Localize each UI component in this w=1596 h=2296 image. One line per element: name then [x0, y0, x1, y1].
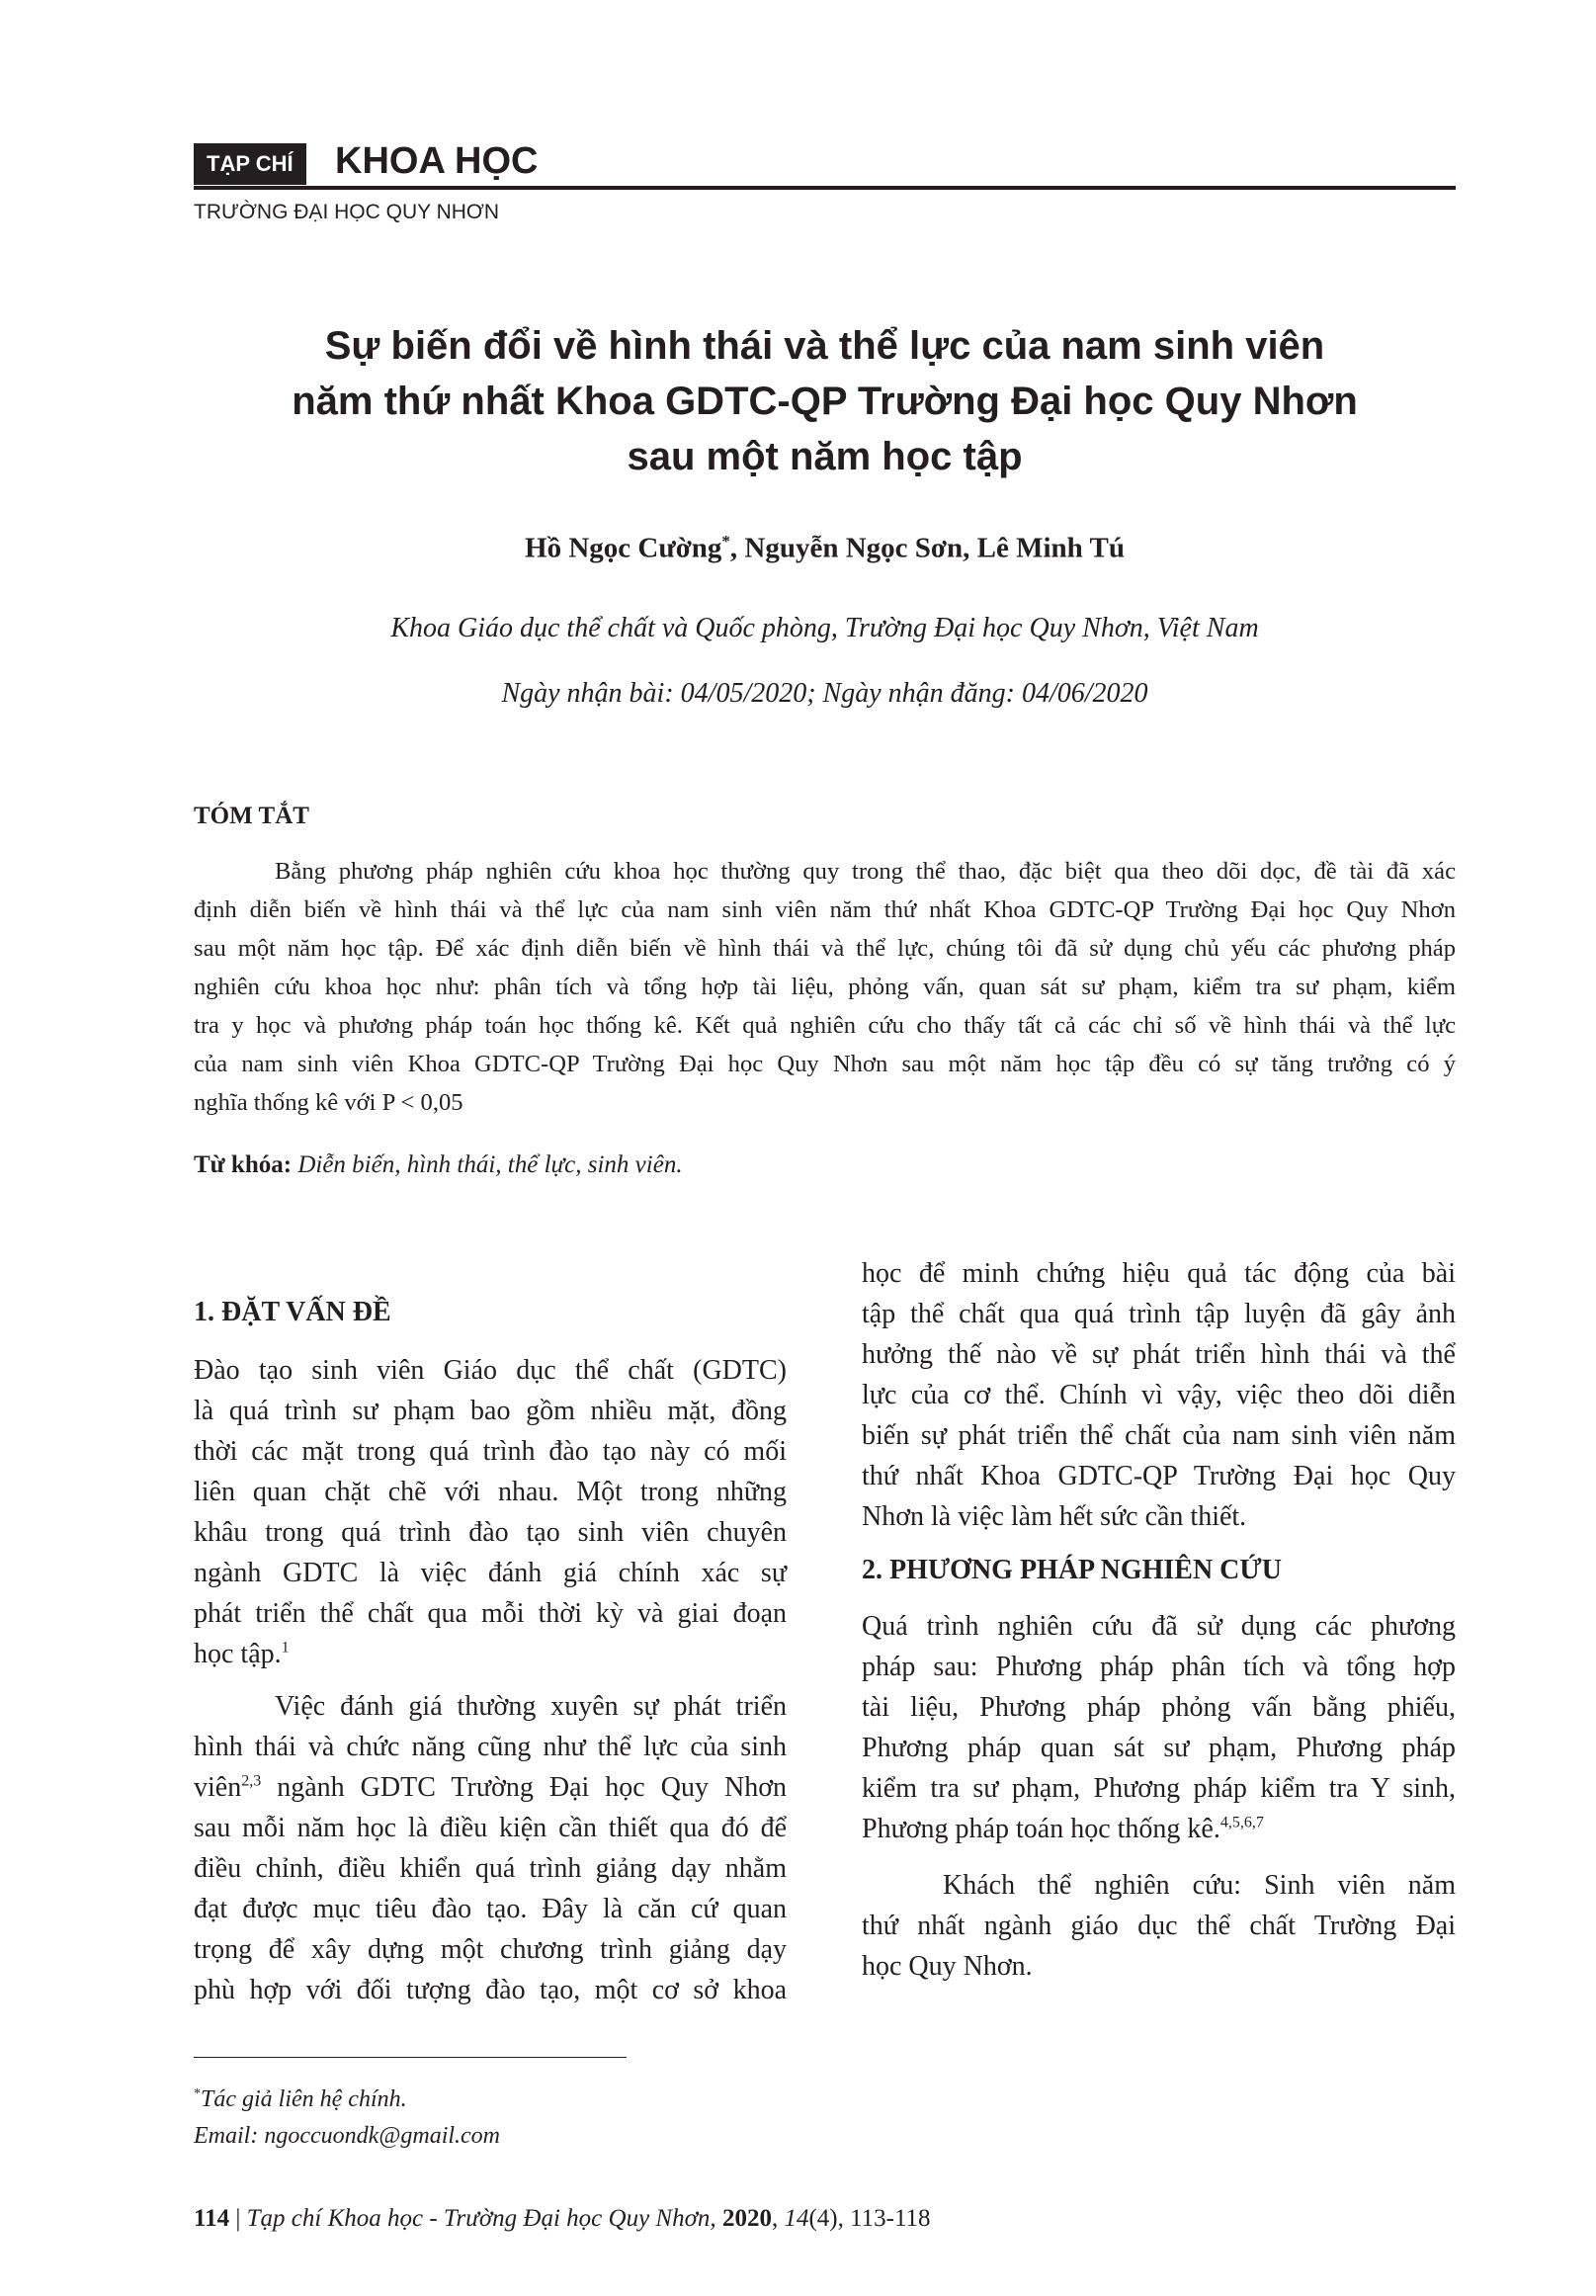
- abstract-line: sau một năm học tập. Để xác định diễn biến về hình thái và thể lực, chúng tôi đã sử dụng chủ yếu các phương pháp: [194, 935, 1456, 962]
- body-line: khâu trong quá trình đào tạo sinh viên chuyên: [194, 1517, 787, 1548]
- abstract-line: định diễn biến về hình thái và thể lực của nam sinh viên năm thứ nhất Khoa GDTC-QP Trường Đại học Quy Nhơn: [194, 896, 1456, 923]
- abstract-line: tra y học và phương pháp toán học thống kê. Kết quả nghiên cứu cho thấy tất cả các chỉ số về hình thái và thể lực: [194, 1012, 1456, 1039]
- footnote-email[interactable]: Email: ngoccuondk@gmail.com: [194, 2123, 501, 2149]
- body-line: biến sự phát triển thể chất của nam sinh viên năm: [862, 1420, 1456, 1451]
- citation-ref: 4,5,6,7: [1219, 1814, 1264, 1831]
- body-line: Khách thể nghiên cứu: Sinh viên năm: [943, 1870, 1456, 1901]
- body-line: điều chỉnh, điều khiển quá trình giảng dạy nhằm: [194, 1853, 787, 1884]
- body-text: viên: [194, 1772, 242, 1803]
- section-heading: 2. PHƯƠNG PHÁP NGHIÊN CỨU: [862, 1555, 1282, 1585]
- author-others: , Nguyễn Ngọc Sơn, Lê Minh Tú: [729, 532, 1125, 564]
- title-line: năm thứ nhất Khoa GDTC-QP Trường Đại học Quy Nhơn: [292, 380, 1358, 423]
- journal-title: KHOA HỌC: [335, 140, 539, 182]
- citation-ref: 2,3: [241, 1772, 262, 1790]
- footer-year: 2020: [721, 2205, 772, 2232]
- page-footer: 114 | Tạp chí Khoa học - Trường Đại học Quy Nhơn, 2020, 14(4), 113-118: [194, 2205, 931, 2232]
- body-line: tập thể chất qua quá trình tập luyện đã gây ảnh: [862, 1299, 1456, 1329]
- keywords: [194, 1148, 683, 1183]
- footer-journal: Tạp chí Khoa học - Trường Đại học Quy Nhơn,: [246, 2205, 716, 2232]
- citation-ref: 1: [281, 1639, 290, 1657]
- body-line: Quá trình nghiên cứu đã sử dụng các phương: [862, 1611, 1456, 1642]
- author-corresponding: Hồ Ngọc Cường: [525, 532, 722, 564]
- footnote-corresponding: [194, 2078, 407, 2116]
- body-text: học tập.: [194, 1639, 282, 1669]
- footer-issue-pages: (4), 113-118: [808, 2205, 931, 2232]
- body-text: ngành GDTC Trường Đại học Quy Nhơn: [261, 1772, 787, 1803]
- body-line: trọng để xây dựng một chương trình giảng dạy: [194, 1934, 787, 1965]
- masthead-divider: [194, 186, 1456, 190]
- body-line: Việc đánh giá thường xuyên sự phát triển: [275, 1691, 787, 1722]
- body-line: thứ nhất Khoa GDTC-QP Trường Đại học Quy: [862, 1461, 1456, 1491]
- page-number: 114: [194, 2205, 230, 2232]
- body-line: [194, 1634, 787, 1674]
- abstract-line: nghĩa thống kê với P < 0,05: [194, 1089, 463, 1116]
- right-column: [862, 1253, 1456, 1987]
- affiliation: Khoa Giáo dục thể chất và Quốc phòng, Trường Đại học Quy Nhơn, Việt Nam: [390, 613, 1259, 643]
- body-line: đạt được mục tiêu đào tạo. Đây là căn cứ quan: [194, 1894, 787, 1924]
- corresponding-mark: *: [721, 532, 730, 551]
- body-line: kiểm tra sư phạm, Phương pháp kiểm tra Y sinh,: [862, 1773, 1456, 1804]
- body-line: Phương pháp quan sát sư phạm, Phương pháp: [862, 1733, 1456, 1763]
- abstract-line: nghiên cứu khoa học như: phân tích và tổng hợp tài liệu, phỏng vấn, quan sát sư phạm, kiểm tra sư phạm, kiểm: [194, 974, 1456, 1000]
- body-text: Phương pháp toán học thống kê.: [862, 1814, 1220, 1844]
- body-line: học Quy Nhơn.: [862, 1951, 1033, 1982]
- body-line: thời các mặt trong quá trình đào tạo này có mối: [194, 1436, 787, 1467]
- footnote-mark: *: [194, 2086, 201, 2101]
- body-line: pháp sau: Phương pháp phân tích và tổng hợp: [862, 1652, 1456, 1682]
- body-line: là quá trình sư phạm bao gồm nhiều mặt, đồng: [194, 1396, 787, 1426]
- body-line: tài liệu, Phương pháp phỏng vấn bằng phiếu,: [862, 1692, 1456, 1723]
- footnote-text: Tác giả liên hệ chính.: [201, 2086, 407, 2112]
- journal-tag: TẠP CHÍ: [194, 143, 306, 185]
- title-line: sau một năm học tập: [627, 435, 1023, 478]
- left-column: [194, 1293, 787, 2010]
- body-line: Nhơn là việc làm hết sức cần thiết.: [862, 1501, 1247, 1532]
- footer-separator: |: [229, 2205, 247, 2232]
- body-line: ngành GDTC là việc đánh giá chính xác sự: [194, 1558, 787, 1588]
- footnote-divider: [194, 2057, 627, 2058]
- body-line: liên quan chặt chẽ với nhau. Một trong những: [194, 1477, 787, 1507]
- abstract-heading: TÓM TẮT: [194, 803, 309, 829]
- body-line: lực của cơ thể. Chính vì vậy, việc theo dõi diễn: [862, 1380, 1456, 1410]
- body-line: hưởng thế nào về sự phát triển hình thái và thể: [862, 1339, 1456, 1370]
- title-line: Sự biến đổi về hình thái và thể lực của nam sinh viên: [324, 324, 1325, 368]
- abstract-line: của nam sinh viên Khoa GDTC-QP Trường Đại học Quy Nhơn sau một năm học tập đều có sự tăng trưởng có ý: [194, 1051, 1456, 1077]
- body-line: [862, 1809, 1456, 1849]
- body-line: [194, 1767, 787, 1808]
- body-line: phát triển thể chất qua mỗi thời kỳ và giai đoạn: [194, 1598, 787, 1629]
- body-line: phù hợp với đối tượng đào tạo, một cơ sở khoa: [194, 1975, 787, 2005]
- abstract-line: Bằng phương pháp nghiên cứu khoa học thường quy trong thể thao, đặc biệt qua theo dõi dọc, đề tài đã xác: [275, 858, 1456, 885]
- body-line: học để minh chứng hiệu quả tác động của bài: [862, 1258, 1456, 1289]
- author-list: [194, 522, 1456, 568]
- journal-subtitle: TRƯỜNG ĐẠI HỌC QUY NHƠN: [194, 201, 500, 223]
- body-line: sau mỗi năm học là điều kiện cần thiết qua đó để: [194, 1813, 787, 1843]
- section-heading: 1. ĐẶT VẤN ĐỀ: [194, 1297, 391, 1327]
- keywords-list: Diễn biến, hình thái, thể lực, sinh viên.: [297, 1151, 683, 1178]
- body-line: Đào tạo sinh viên Giáo dục thể chất (GDTC): [194, 1355, 787, 1386]
- keywords-label: Từ khóa:: [194, 1151, 293, 1178]
- article-title: [194, 318, 1456, 484]
- body-line: hình thái và chức năng cũng như thể lực của sinh: [194, 1732, 787, 1762]
- footer-volume: 14: [784, 2205, 809, 2232]
- body-line: thứ nhất ngành giáo dục thể chất Trường Đại: [862, 1911, 1456, 1941]
- submission-dates: Ngày nhận bài: 04/05/2020; Ngày nhận đăng: 04/06/2020: [501, 678, 1148, 709]
- abstract-body: [194, 852, 1456, 1122]
